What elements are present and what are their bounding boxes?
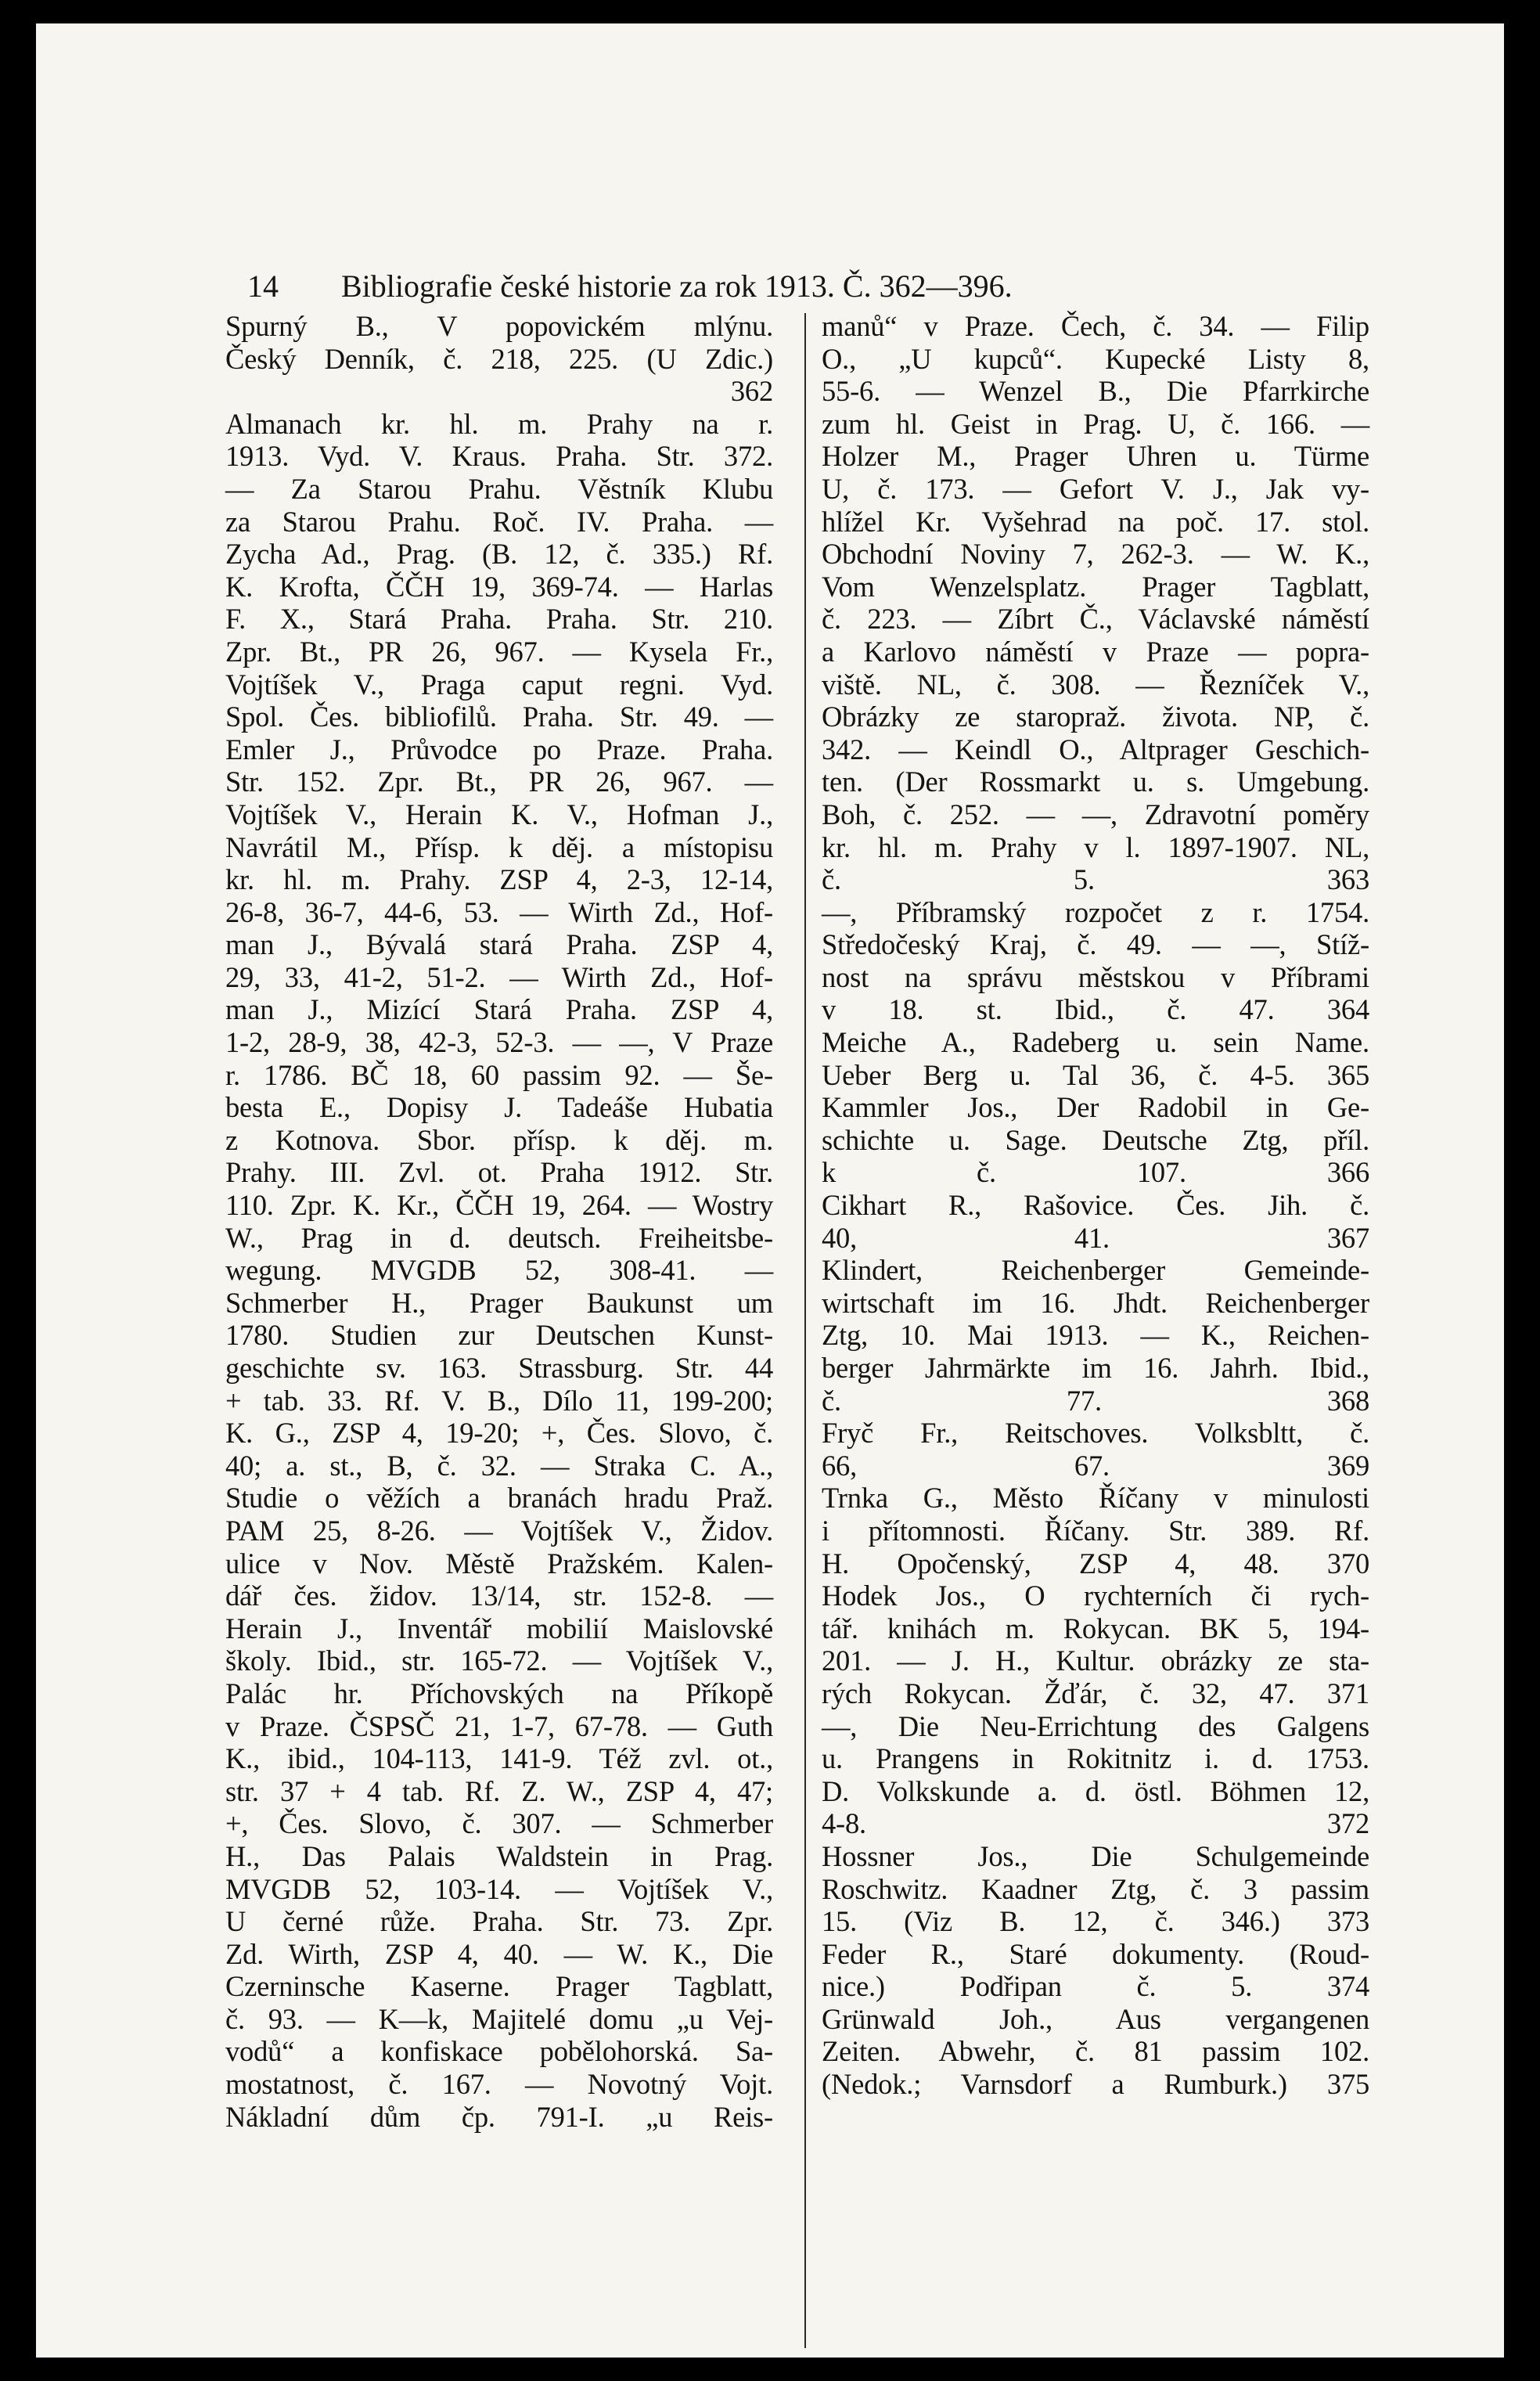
- text-line: viště. NL, č. 308. — Řezníček V.,: [822, 668, 1369, 701]
- text-line: Obchodní Noviny 7, 262-3. — W. K.,: [822, 538, 1369, 571]
- text-line: Zpr. Bt., PR 26, 967. — Kysela Fr.,: [225, 635, 773, 668]
- text-line: Prahy. III. Zvl. ot. Praha 1912. Str.: [225, 1156, 773, 1189]
- text-line: 26-8, 36-7, 44-6, 53. — Wirth Zd., Hof-: [225, 895, 773, 928]
- text-line: F. X., Stará Praha. Praha. Str. 210.: [225, 603, 773, 636]
- text-line: 4-8. 372: [822, 1807, 1369, 1840]
- text-line: nost na správu městskou v Příbrami: [822, 960, 1369, 993]
- text-line: zum hl. Geist in Prag. U, č. 166. —: [822, 407, 1369, 440]
- text-line: D. Volkskunde a. d. östl. Böhmen 12,: [822, 1774, 1369, 1807]
- text-line: 201. — J. H., Kultur. obrázky ze sta-: [822, 1644, 1369, 1677]
- text-line: ulice v Nov. Městě Pražském. Kalen-: [225, 1547, 773, 1580]
- text-line: tář. knihách m. Rokycan. BK 5, 194-: [822, 1612, 1369, 1644]
- text-line: Vom Wenzelsplatz. Prager Tagblatt,: [822, 570, 1369, 603]
- text-line: kr. hl. m. Prahy v l. 1897-1907. NL,: [822, 830, 1369, 863]
- text-line: 15. (Viz B. 12, č. 346.) 373: [822, 1905, 1369, 1938]
- text-line: Roschwitz. Kaadner Ztg, č. 3 passim: [822, 1872, 1369, 1905]
- text-line: a Karlovo náměstí v Praze — popra-: [822, 635, 1369, 668]
- text-line: Holzer M., Prager Uhren u. Türme: [822, 440, 1369, 473]
- text-line: — Za Starou Prahu. Věstník Klubu: [225, 472, 773, 505]
- right-column: [822, 310, 1369, 2101]
- text-line: školy. Ibid., str. 165-72. — Vojtíšek V.,: [225, 1644, 773, 1677]
- text-line: Zycha Ad., Prag. (B. 12, č. 335.) Rf.: [225, 538, 773, 571]
- page-header: [247, 268, 1265, 315]
- text-line: 29, 33, 41-2, 51-2. — Wirth Zd., Hof-: [225, 960, 773, 993]
- text-line: (Nedok.; Varnsdorf a Rumburk.) 375: [822, 2068, 1369, 2101]
- text-line: 40, 41. 367: [822, 1221, 1369, 1254]
- text-line: i přítomnosti. Říčany. Str. 389. Rf.: [822, 1514, 1369, 1547]
- text-line: berger Jahrmärkte im 16. Jahrh. Ibid.,: [822, 1352, 1369, 1384]
- text-line: rých Rokycan. Žďár, č. 32, 47. 371: [822, 1677, 1369, 1709]
- text-line: manů“ v Praze. Čech, č. 34. — Filip: [822, 310, 1369, 342]
- text-line: —, Die Neu-Errichtung des Galgens: [822, 1709, 1369, 1742]
- text-line: K. Krofta, ČČH 19, 369-74. — Harlas: [225, 570, 773, 603]
- text-line: v 18. st. Ibid., č. 47. 364: [822, 993, 1369, 1026]
- text-line: man J., Bývalá stará Praha. ZSP 4,: [225, 928, 773, 961]
- text-line: 1780. Studien zur Deutschen Kunst-: [225, 1319, 773, 1352]
- text-line: z Kotnova. Sbor. přísp. k děj. m.: [225, 1123, 773, 1156]
- text-line: za Starou Prahu. Roč. IV. Praha. —: [225, 505, 773, 538]
- text-line: W., Prag in d. deutsch. Freiheitsbe-: [225, 1221, 773, 1254]
- text-line: Schmerber H., Prager Baukunst um: [225, 1286, 773, 1319]
- text-line: Ztg, 10. Mai 1913. — K., Reichen-: [822, 1319, 1369, 1352]
- text-line: Herain J., Inventář mobilií Maislovské: [225, 1612, 773, 1644]
- text-line: man J., Mizící Stará Praha. ZSP 4,: [225, 993, 773, 1026]
- text-line: 66, 67. 369: [822, 1449, 1369, 1482]
- text-line: hlížel Kr. Vyšehrad na poč. 17. stol.: [822, 505, 1369, 538]
- text-line: Hodek Jos., O rychterních či rych-: [822, 1580, 1369, 1612]
- text-line: PAM 25, 8-26. — Vojtíšek V., Židov.: [225, 1514, 773, 1547]
- text-line: kr. hl. m. Prahy. ZSP 4, 2-3, 12-14,: [225, 863, 773, 896]
- text-line: Cikhart R., Rašovice. Čes. Jih. č.: [822, 1189, 1369, 1222]
- text-line: Emler J., Průvodce po Praze. Praha.: [225, 733, 773, 765]
- text-line: Ueber Berg u. Tal 36, č. 4-5. 365: [822, 1058, 1369, 1091]
- text-line: 342. — Keindl O., Altprager Geschich-: [822, 733, 1369, 765]
- text-line: H. Opočenský, ZSP 4, 48. 370: [822, 1547, 1369, 1580]
- text-line: nice.) Podřipan č. 5. 374: [822, 1970, 1369, 2003]
- left-column: [225, 310, 773, 2133]
- text-line: Vojtíšek V., Herain K. V., Hofman J.,: [225, 798, 773, 830]
- text-line: 55-6. — Wenzel B., Die Pfarrkirche: [822, 375, 1369, 408]
- text-line: r. 1786. BČ 18, 60 passim 92. — Še-: [225, 1058, 773, 1091]
- text-line: Studie o věžích a branách hradu Praž.: [225, 1482, 773, 1515]
- text-line: K. G., ZSP 4, 19-20; +, Čes. Slovo, č.: [225, 1417, 773, 1450]
- text-line: dář čes. židov. 13/14, str. 152-8. —: [225, 1580, 773, 1612]
- text-line: Spurný B., V popovickém mlýnu.: [225, 310, 773, 342]
- text-line: Zeiten. Abwehr, č. 81 passim 102.: [822, 2035, 1369, 2068]
- text-line: Navrátil M., Přísp. k děj. a místopisu: [225, 830, 773, 863]
- text-line: k č. 107. 366: [822, 1156, 1369, 1189]
- text-line: 110. Zpr. K. Kr., ČČH 19, 264. — Wostry: [225, 1189, 773, 1222]
- text-line: Vojtíšek V., Praga caput regni. Vyd.: [225, 668, 773, 701]
- text-line: Boh, č. 252. — —, Zdravotní poměry: [822, 798, 1369, 830]
- text-line: Meiche A., Radeberg u. sein Name.: [822, 1026, 1369, 1059]
- text-line: Kammler Jos., Der Radobil in Ge-: [822, 1091, 1369, 1124]
- text-line: Czerninsche Kaserne. Prager Tagblatt,: [225, 1970, 773, 2003]
- text-line: wegung. MVGDB 52, 308-41. —: [225, 1254, 773, 1287]
- text-line: Grünwald Joh., Aus vergangenen: [822, 2002, 1369, 2035]
- text-line: —, Příbramský rozpočet z r. 1754.: [822, 895, 1369, 928]
- text-line: Nákladní dům čp. 791-I. „u Reis-: [225, 2100, 773, 2133]
- text-line: Středočeský Kraj, č. 49. — —, Stíž-: [822, 928, 1369, 961]
- text-line: U černé růže. Praha. Str. 73. Zpr.: [225, 1905, 773, 1938]
- text-line: Trnka G., Město Říčany v minulosti: [822, 1482, 1369, 1515]
- column-divider: [804, 313, 806, 2348]
- text-line: Str. 152. Zpr. Bt., PR 26, 967. —: [225, 765, 773, 798]
- text-line: MVGDB 52, 103-14. — Vojtíšek V.,: [225, 1872, 773, 1905]
- text-line: vodů“ a konfiskace pobělohorská. Sa-: [225, 2035, 773, 2068]
- text-line: wirtschaft im 16. Jhdt. Reichenberger: [822, 1286, 1369, 1319]
- text-line: 1-2, 28-9, 38, 42-3, 52-3. — —, V Praze: [225, 1026, 773, 1059]
- text-line: u. Prangens in Rokitnitz i. d. 1753.: [822, 1742, 1369, 1775]
- text-line: Obrázky ze staropraž. života. NP, č.: [822, 701, 1369, 733]
- text-line: Fryč Fr., Reitschoves. Volksbltt, č.: [822, 1417, 1369, 1450]
- text-line: 362: [730, 375, 773, 408]
- text-line: 1913. Vyd. V. Kraus. Praha. Str. 372.: [225, 440, 773, 473]
- text-line: č. 93. — K—k, Majitelé domu „u Vej-: [225, 2002, 773, 2035]
- text-line: str. 37 + 4 tab. Rf. Z. W., ZSP 4, 47;: [225, 1774, 773, 1807]
- running-title: Bibliografie české historie za rok 1913. Č. 362—396.: [341, 268, 1013, 304]
- text-line: geschichte sv. 163. Strassburg. Str. 44: [225, 1352, 773, 1384]
- text-line: Český Denník, č. 218, 225. (U Zdic.): [225, 342, 773, 375]
- text-line: Spol. Čes. bibliofilů. Praha. Str. 49. —: [225, 701, 773, 733]
- text-line: Feder R., Staré dokumenty. (Roud-: [822, 1937, 1369, 1970]
- text-line: v Praze. ČSPSČ 21, 1-7, 67-78. — Guth: [225, 1709, 773, 1742]
- page-number: 14: [247, 268, 279, 304]
- text-line: Hossner Jos., Die Schulgemeinde: [822, 1839, 1369, 1872]
- text-line: ten. (Der Rossmarkt u. s. Umgebung.: [822, 765, 1369, 798]
- text-line: 40; a. st., B, č. 32. — Straka C. A.,: [225, 1449, 773, 1482]
- text-line: č. 223. — Zíbrt Č., Václavské náměstí: [822, 603, 1369, 636]
- text-line: Palác hr. Příchovských na Příkopě: [225, 1677, 773, 1709]
- text-line: Almanach kr. hl. m. Prahy na r.: [225, 407, 773, 440]
- text-line: Zd. Wirth, ZSP 4, 40. — W. K., Die: [225, 1937, 773, 1970]
- text-line: K., ibid., 104-113, 141-9. Též zvl. ot.,: [225, 1742, 773, 1775]
- text-line: H., Das Palais Waldstein in Prag.: [225, 1839, 773, 1872]
- text-line: besta E., Dopisy J. Tadeáše Hubatia: [225, 1091, 773, 1124]
- text-line: č. 77. 368: [822, 1384, 1369, 1417]
- text-line: Klindert, Reichenberger Gemeinde-: [822, 1254, 1369, 1287]
- text-line: schichte u. Sage. Deutsche Ztg, příl.: [822, 1123, 1369, 1156]
- text-line: mostatnost, č. 167. — Novotný Vojt.: [225, 2068, 773, 2101]
- text-line: č. 5. 363: [822, 863, 1369, 896]
- text-line: + tab. 33. Rf. V. B., Dílo 11, 199-200;: [225, 1384, 773, 1417]
- text-line: O., „U kupců“. Kupecké Listy 8,: [822, 342, 1369, 375]
- text-line: U, č. 173. — Gefort V. J., Jak vy-: [822, 472, 1369, 505]
- text-line: +, Čes. Slovo, č. 307. — Schmerber: [225, 1807, 773, 1840]
